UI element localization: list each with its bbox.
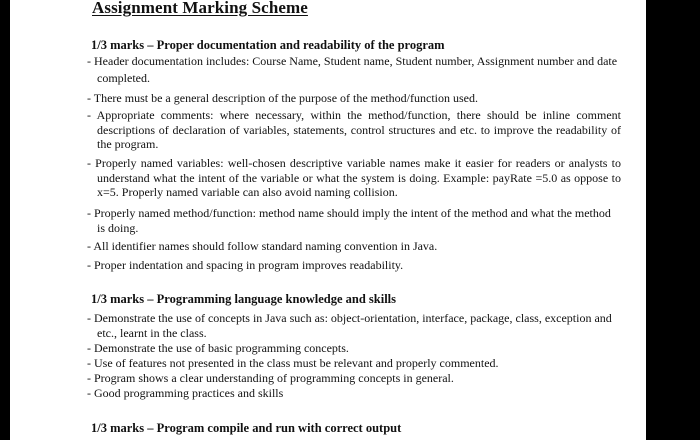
document-title: Assignment Marking Scheme [92,0,308,17]
list-item: - Demonstrate the use of basic programming concepts. [87,341,349,355]
screen-edge-right [646,0,700,440]
list-item: - Demonstrate the use of concepts in Java such as: object-orientation, interface, package, class, exception and etc., learnt in the class. [87,311,612,340]
list-item: - Properly named variables: well-chosen descriptive variable names make it easier for readers or analysts to understand what the intent of the variable or what the system is doing. Example: payRate =5.0 as oppose to x=5. Properly named variable can also avoid naming collision. [87,156,621,199]
list-item: - Proper indentation and spacing in program improves readability. [87,258,404,272]
list-item: - Use of features not presented in the class must be relevant and properly commented. [87,356,499,370]
list-item: - Good programming practices and skills [87,386,284,400]
list-item: - Appropriate comments: where necessary, within the method/function, there should be inline comment descriptions of declaration of variables, statements, control structures and etc. to improve the readability of the program. [87,108,621,151]
list-item: - All identifier names should follow standard naming convention in Java. [87,239,438,253]
section-heading-documentation: 1/3 marks – Proper documentation and readability of the program [91,38,445,52]
list-item: - Program shows a clear understanding of programming concepts in general. [87,371,454,385]
section-heading-compile-run: 1/3 marks – Program compile and run with correct output [91,421,402,435]
list-item: - Properly named method/function: method name should imply the intent of the method and what the method is doing. [87,206,611,235]
list-item: - There must be a general description of the purpose of the method/function used. [87,91,478,105]
section-heading-knowledge: 1/3 marks – Programming language knowledge and skills [91,292,397,306]
list-item: - Header documentation includes: Course Name, Student name, Student number, Assignment number and date completed. [87,54,618,85]
screen-edge-left [0,0,10,440]
document-page [10,0,646,440]
